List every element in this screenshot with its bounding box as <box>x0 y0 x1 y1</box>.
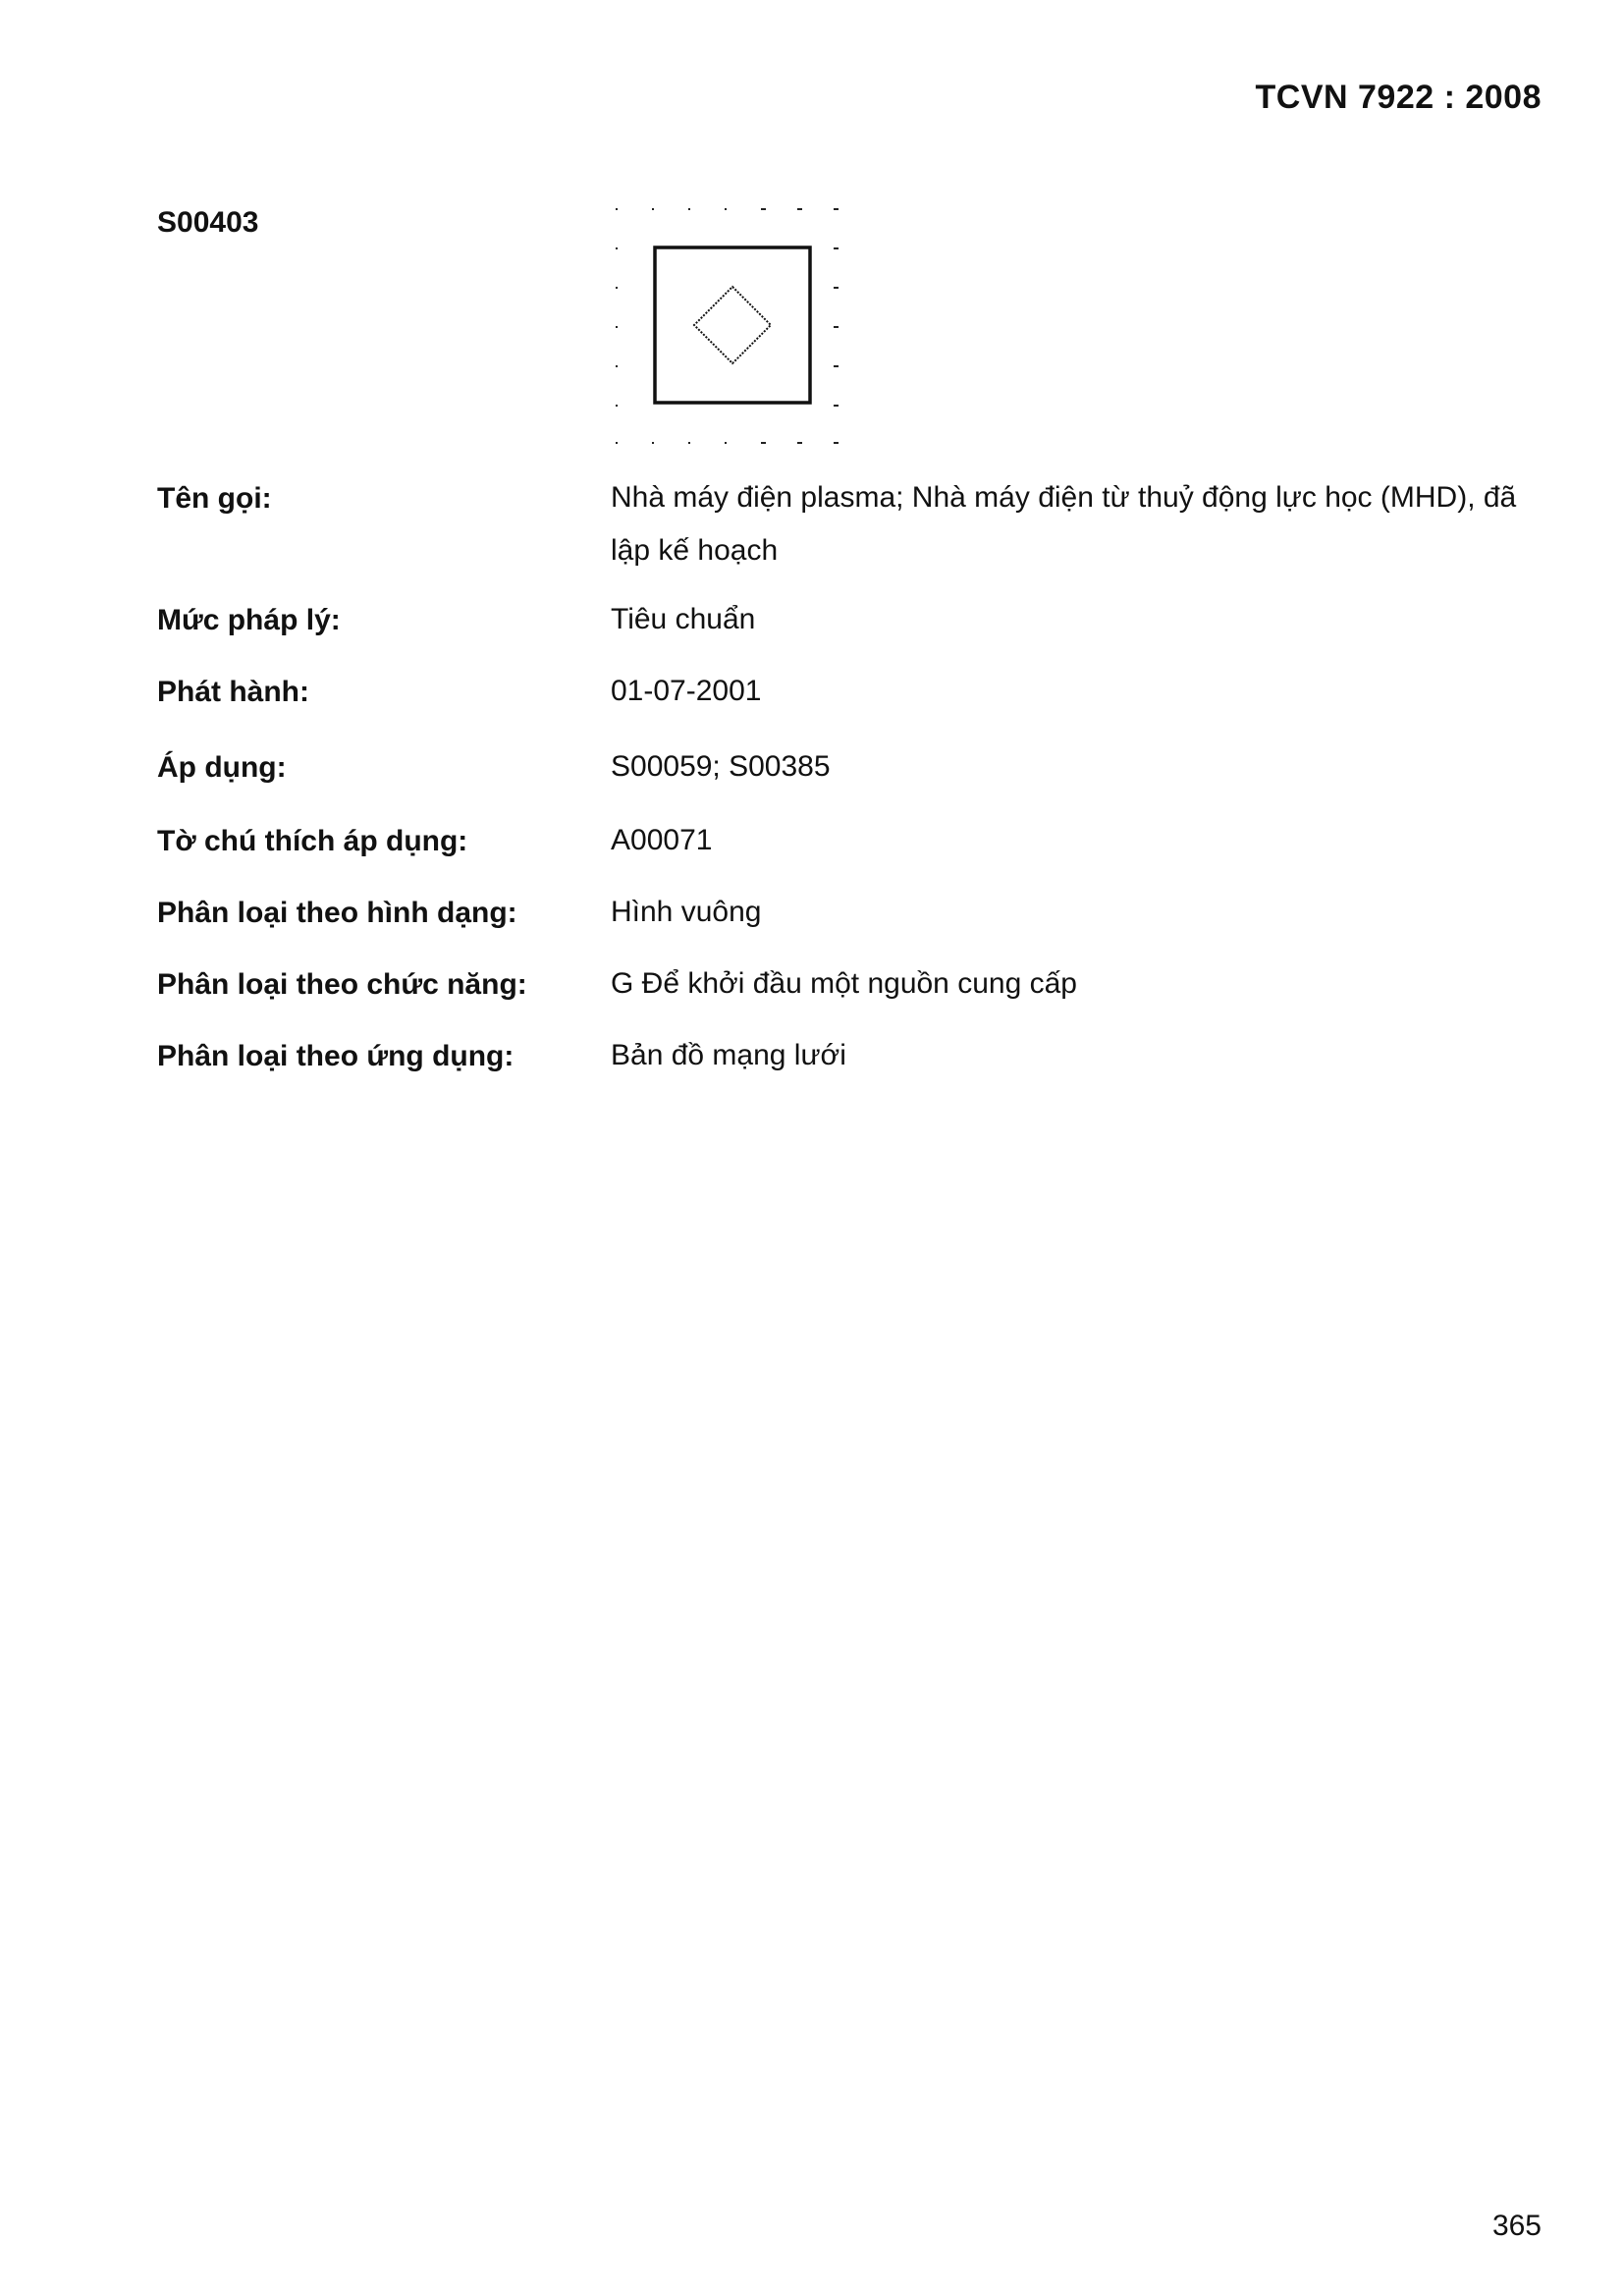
field-label: Tờ chú thích áp dụng: <box>157 825 468 857</box>
field-label: Phân loại theo hình dạng: <box>157 897 517 929</box>
symbol-code: S00403 <box>157 206 259 239</box>
square-with-diamond-symbol-icon <box>604 196 869 452</box>
field-value: Hình vuông <box>611 896 762 928</box>
symbol-figure <box>604 196 869 457</box>
field-value: Bản đồ mạng lưới <box>611 1039 846 1071</box>
page-header: TCVN 7922 : 2008 <box>1255 79 1542 116</box>
field-value: Nhà máy điện plasma; Nhà máy điện từ thuỷ động lực học (MHD), đã lập kế hoạch <box>611 481 1517 567</box>
field-applies <box>157 748 1542 822</box>
field-application-note <box>157 822 1542 894</box>
field-function-class <box>157 965 1542 1037</box>
field-label: Phát hành: <box>157 676 309 708</box>
field-label: Mức pháp lý: <box>157 604 341 636</box>
field-application-class <box>157 1037 1542 1109</box>
field-value: Tiêu chuẩn <box>611 603 756 635</box>
fields <box>157 479 1542 1109</box>
field-label: Tên gọi: <box>157 482 272 515</box>
field-label: Phân loại theo chức năng: <box>157 968 527 1001</box>
field-value: G Để khởi đầu một nguồn cung cấp <box>611 967 1077 1000</box>
field-value: S00059; S00385 <box>611 750 831 783</box>
field-legal-level <box>157 601 1542 673</box>
field-label: Phân loại theo ứng dụng: <box>157 1040 514 1072</box>
field-name <box>157 479 1542 601</box>
field-value: A00071 <box>611 824 713 856</box>
field-release <box>157 673 1542 748</box>
page-number: 365 <box>1491 2210 1542 2242</box>
field-value: 01-07-2001 <box>611 675 762 707</box>
field-shape-class <box>157 894 1542 965</box>
field-label: Áp dụng: <box>157 751 287 784</box>
